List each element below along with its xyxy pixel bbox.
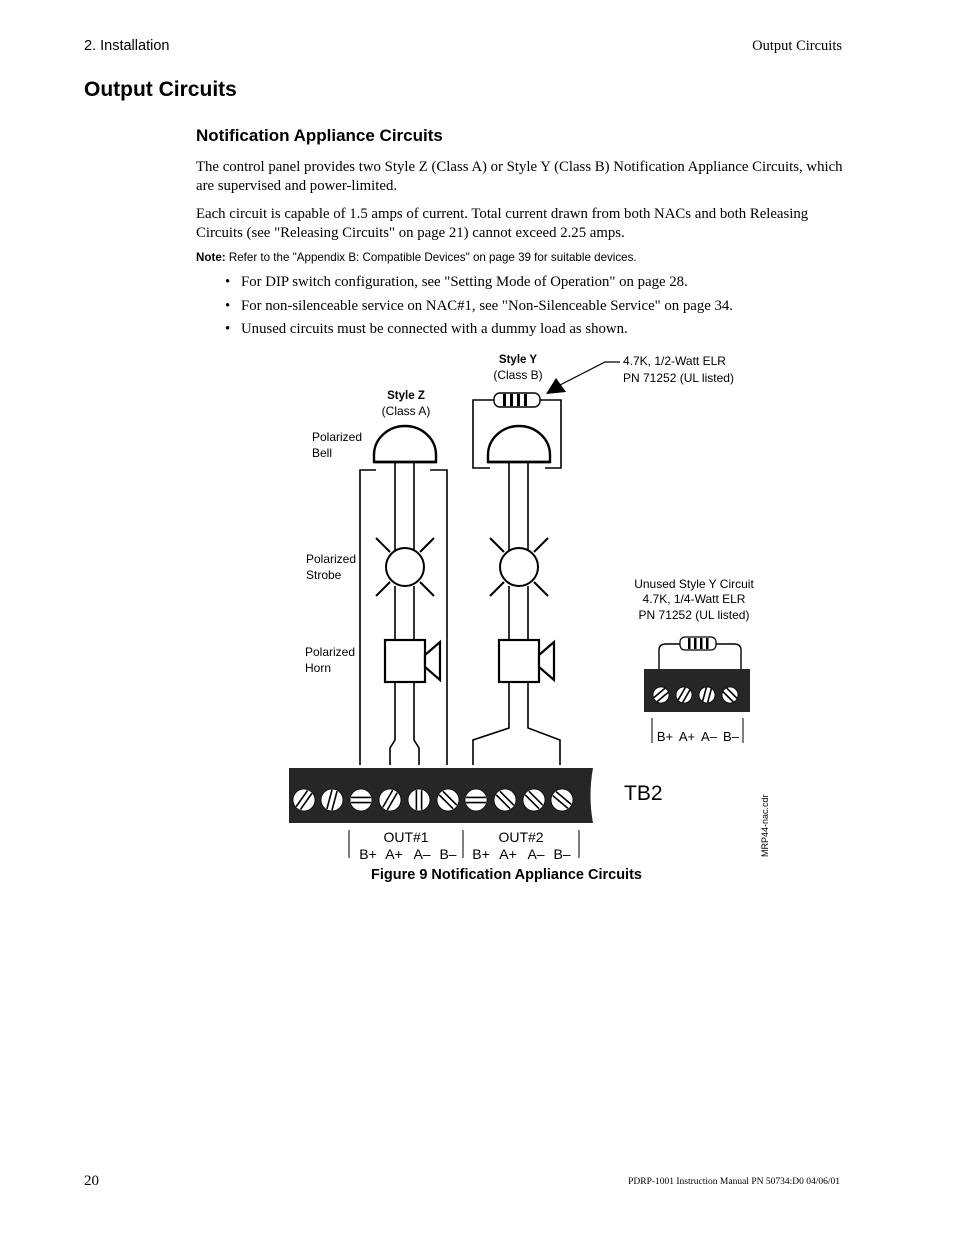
out2-label: OUT#2 [498, 829, 544, 845]
note-text: Refer to the "Appendix B: Compatible Devices" on page 39 for suitable devices. [225, 251, 637, 264]
out1-label: OUT#1 [383, 829, 429, 845]
class-a-label: (Class A) [381, 404, 431, 418]
class-b-label: (Class B) [493, 368, 543, 382]
screw-icon [465, 789, 487, 811]
drawing-file-ref: MRP44-nac.cdr [760, 794, 770, 857]
out1-terminal-label: A+ [385, 846, 403, 862]
screw-icon [551, 789, 573, 811]
out2-terminal-label: A+ [499, 846, 517, 862]
bell-label: Polarized [312, 430, 363, 444]
screw-icon [676, 687, 692, 703]
elr-resistor-icon [494, 393, 540, 407]
small-terminal-label: A– [701, 729, 717, 744]
screw-icon [722, 687, 738, 703]
small-terminal-label: B+ [656, 729, 674, 744]
list-item: • Unused circuits must be connected with a dummy load as shown. [225, 321, 733, 345]
unused-circuit-terminal [644, 637, 750, 743]
small-terminal-label: B– [723, 729, 739, 744]
horn-label: Polarized [305, 645, 356, 659]
screw-icon [653, 687, 669, 703]
bell-icon [488, 426, 550, 462]
style-z-wiring [360, 462, 447, 765]
elr-half-watt-pn: PN 71252 (UL listed) [623, 371, 734, 385]
horn-label-2: Horn [305, 661, 332, 675]
unused-elr-label: 4.7K, 1/4-Watt ELR [642, 592, 746, 606]
bell-icon [374, 426, 436, 462]
bell-label-2: Bell [312, 446, 333, 460]
running-header-section: 2. Installation [84, 38, 170, 54]
section-title: Output Circuits [84, 78, 237, 101]
screw-icon [494, 789, 516, 811]
screw-icon [699, 687, 715, 703]
paragraph-current-limits: Each circuit is capable of 1.5 amps of current. Total current drawn from both NACs and both Releasing Circuits (see "Releasing Circuits" on page 21) cannot exceed 2.25 amps. [196, 206, 809, 241]
style-y-label: Style Y [498, 354, 538, 366]
screw-icon [321, 789, 343, 811]
footer-document-id: PDRP-1001 Instruction Manual PN 50734:D0 04/06/01 [628, 1177, 840, 1187]
screw-icon [293, 789, 315, 811]
screw-icon [408, 789, 430, 811]
figure-caption: Figure 9 Notification Appliance Circuits [371, 867, 642, 883]
screw-icon [523, 789, 545, 811]
note-label: Note: [196, 251, 226, 264]
screw-icon [350, 789, 372, 811]
running-header-title: Output Circuits [752, 38, 842, 54]
horn-icon [499, 640, 554, 682]
unused-circuit-label: Unused Style Y Circuit [634, 577, 754, 591]
paragraph-nac-styles: The control panel provides two Style Z (Class A) or Style Y (Class B) Notification Appliance Circuits, which are supervised and power-limited. [196, 159, 843, 194]
elr-half-watt-label: 4.7K, 1/2-Watt ELR [623, 354, 726, 368]
small-terminal-label: A+ [678, 729, 696, 744]
out2-terminal-label: A– [527, 846, 545, 862]
note [196, 251, 637, 264]
screw-icon [437, 789, 459, 811]
out2-terminal-label: B– [553, 846, 571, 862]
out1-terminal-label: B– [439, 846, 457, 862]
out1-terminal-label: A– [413, 846, 431, 862]
elr-callout-arrow [546, 362, 620, 394]
subsection-title: Notification Appliance Circuits [196, 126, 443, 145]
bullet-list [225, 274, 733, 345]
out2-terminal-label: B+ [472, 846, 490, 862]
tb2-label: TB2 [624, 782, 663, 805]
list-item: • For DIP switch configuration, see "Setting Mode of Operation" on page 28. [225, 274, 733, 298]
nac-wiring-diagram [280, 345, 800, 870]
strobe-label: Polarized [306, 552, 357, 566]
strobe-label-2: Strobe [306, 568, 342, 582]
strobe-icon [376, 538, 434, 596]
list-item: • For non-silenceable service on NAC#1, see "Non-Silenceable Service" on page 34. [225, 298, 733, 322]
strobe-icon [490, 538, 548, 596]
out1-terminal-label: B+ [359, 846, 377, 862]
horn-icon [385, 640, 440, 682]
page-number: 20 [84, 1173, 99, 1189]
unused-elr-pn: PN 71252 (UL listed) [638, 608, 750, 622]
screw-icon [379, 789, 401, 811]
style-z-label: Style Z [387, 390, 425, 402]
